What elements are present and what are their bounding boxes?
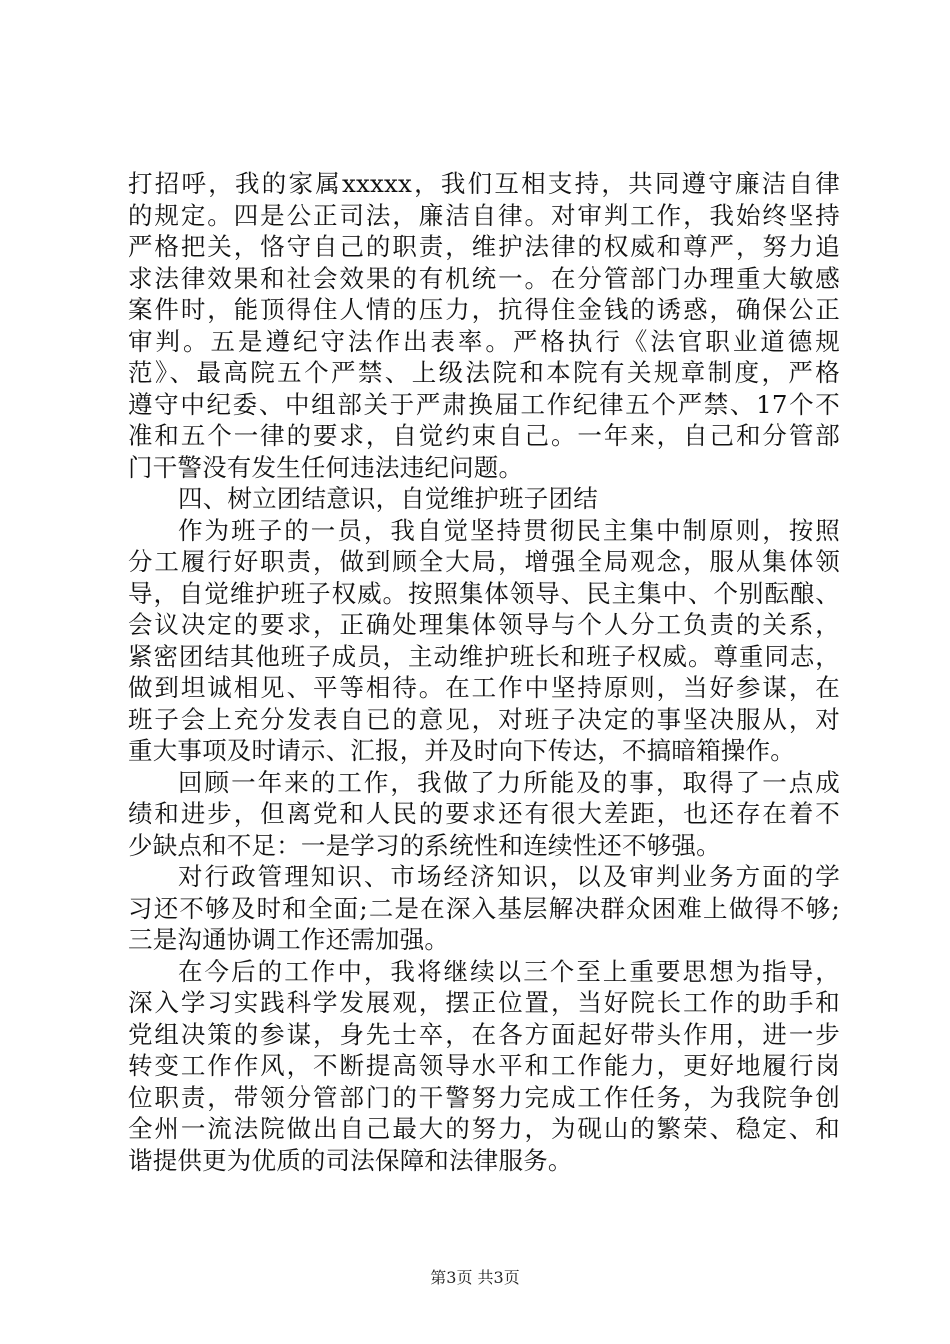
page-number: 第3页 共3页 bbox=[430, 1268, 520, 1287]
text-line: 深入学习实践科学发展观，摆正位置，当好院长工作的助手和 bbox=[128, 988, 840, 1017]
text-line: 分工履行好职责，做到顾全大局，增强全局观念，服从集体领 bbox=[128, 547, 840, 576]
text-line: 紧密团结其他班子成员，主动维护班长和班子权威。尊重同志， bbox=[128, 641, 840, 671]
text-line: 严格把关，恪守自己的职责，维护法律的权威和尊严，努力追 bbox=[128, 232, 840, 261]
text-line: 绩和进步，但离党和人民的要求还有很大差距，也还存在着不 bbox=[128, 799, 840, 828]
text-line: 三是沟通协调工作还需加强。 bbox=[128, 925, 450, 954]
text-line: 作为班子的一员，我自觉坚持贯彻民主集中制原则，按照 bbox=[178, 515, 840, 545]
text-line: 遵守中纪委、中组部关于严肃换届工作纪律五个严禁、17个不 bbox=[128, 389, 840, 419]
text-line: 在今后的工作中，我将继续以三个至上重要思想为指导， bbox=[178, 956, 840, 986]
text-line: 回顾一年来的工作，我做了力所能及的事，取得了一点成 bbox=[178, 767, 840, 797]
document-body bbox=[128, 168, 840, 1176]
text-line: 打招呼，我的家属xxxxx，我们互相支持，共同遵守廉洁自律 bbox=[128, 169, 840, 198]
text-line: 转变工作作风，不断提高领导水平和工作能力，更好地履行岗 bbox=[128, 1051, 840, 1080]
text-line: 对行政管理知识、市场经济知识，以及审判业务方面的学 bbox=[178, 862, 840, 891]
text-line: 导，自觉维护班子权威。按照集体领导、民主集中、个别酝酿、 bbox=[128, 578, 840, 608]
text-line: 求法律效果和社会效果的有机统一。在分管部门办理重大敏感 bbox=[128, 263, 840, 293]
text-line: 做到坦诚相见、平等相待。在工作中坚持原则，当好参谋，在 bbox=[128, 673, 840, 702]
text-line: 党组决策的参谋，身先士卒，在各方面起好带头作用，进一步 bbox=[128, 1019, 840, 1049]
text-line: 准和五个一律的要求，自觉约束自己。一年来，自己和分管部 bbox=[128, 421, 840, 450]
text-line: 会议决定的要求，正确处理集体领导与个人分工负责的关系， bbox=[128, 610, 840, 639]
text-line: 班子会上充分发表自已的意见，对班子决定的事坚决服从，对 bbox=[128, 704, 840, 734]
text-line: 习还不够及时和全面;二是在深入基层解决群众困难上做得不够; bbox=[128, 893, 840, 923]
text-line: 案件时，能顶得住人情的压力，抗得住金钱的诱惑，确保公正 bbox=[128, 295, 840, 324]
text-line: 的规定。四是公正司法，廉洁自律。对审判工作，我始终坚持 bbox=[128, 200, 840, 230]
text-line: 全州一流法院做出自己最大的努力，为砚山的繁荣、稳定、和 bbox=[128, 1114, 840, 1143]
text-line: 位职责，带领分管部门的干警努力完成工作任务，为我院争创 bbox=[128, 1082, 840, 1112]
text-line: 重大事项及时请示、汇报，并及时向下传达，不搞暗箱操作。 bbox=[128, 736, 795, 765]
text-line: 谐提供更为优质的司法保障和法律服务。 bbox=[128, 1145, 573, 1175]
text-line: 审判。五是遵纪守法作出表率。严格执行《法官职业道德规 bbox=[128, 326, 840, 356]
text-line: 少缺点和不足：一是学习的系统性和连续性还不够强。 bbox=[128, 830, 721, 860]
page-footer bbox=[0, 1268, 950, 1288]
text-line: 门干警没有发生任何违法违纪问题。 bbox=[128, 452, 524, 482]
text-line: 范》、最高院五个严禁、上级法院和本院有关规章制度，严格 bbox=[128, 358, 840, 387]
section-heading: 四、树立团结意识，自觉维护班子团结 bbox=[178, 484, 598, 513]
